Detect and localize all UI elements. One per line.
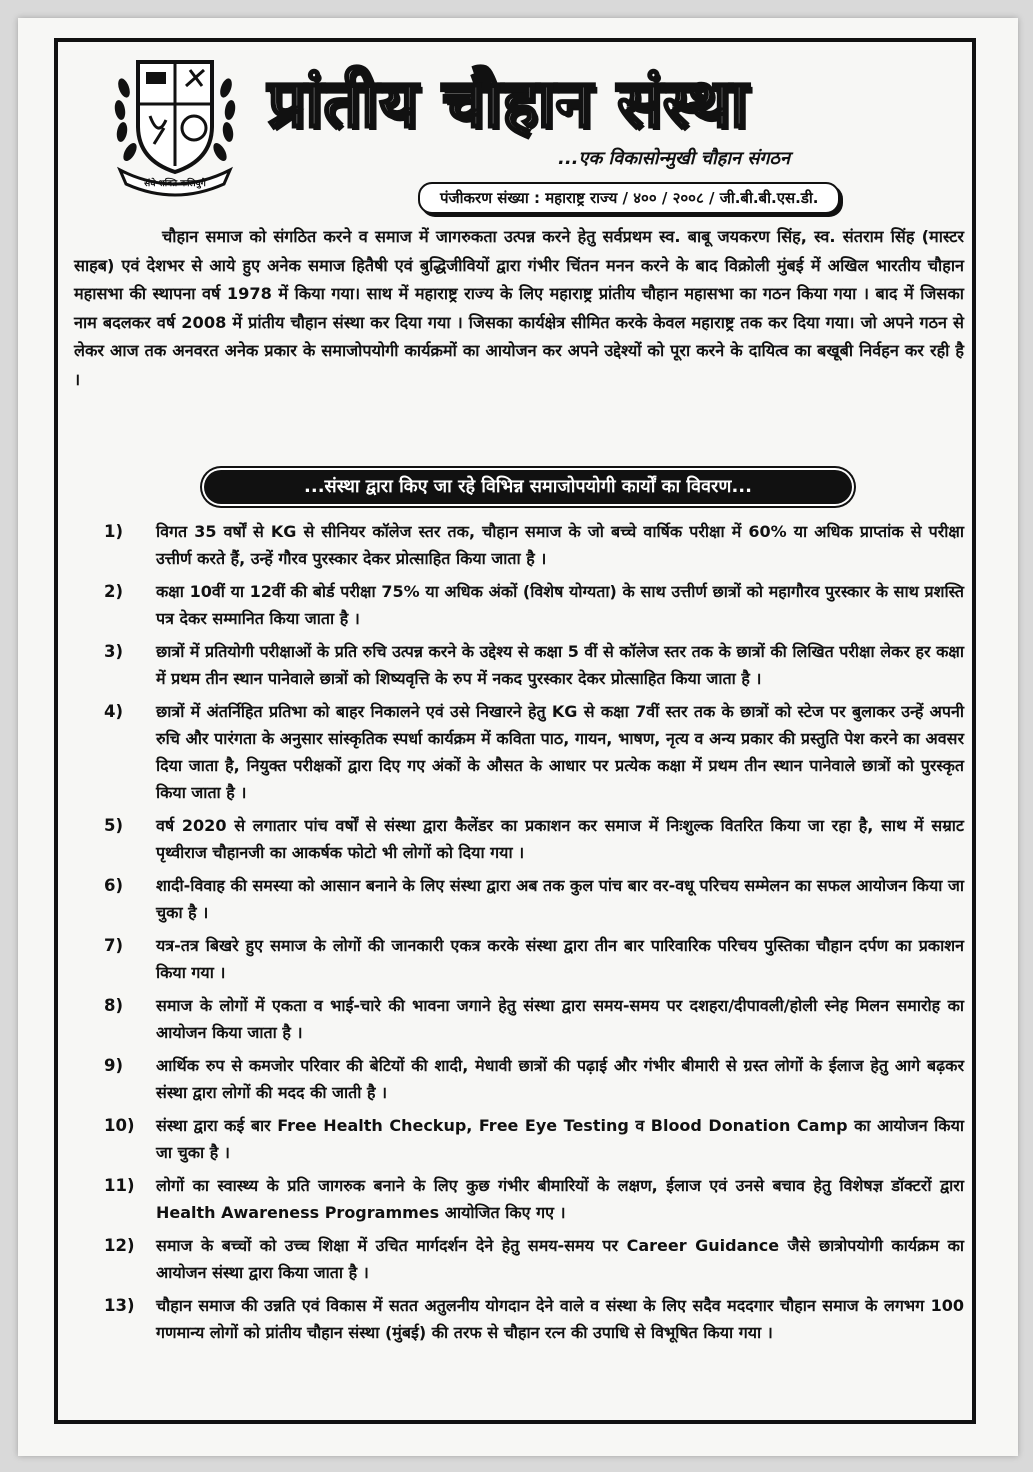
item-number: 2) <box>104 582 124 601</box>
item-text: लोगों का स्वास्थ्य के प्रति जागरुक बनाने के लिए कुछ गंभीर बीमारियों के लक्षण, ईलाज एवं उनसे बचाव हेतु विशेषज्ञ डॉक्टरों द्वारा Health Awareness Programmes आयोजित किए गए । <box>156 1176 964 1222</box>
item-number: 1) <box>104 522 124 541</box>
list-item <box>104 812 964 866</box>
item-text: संस्था द्वारा कई बार Free Health Checkup, Free Eye Testing व Blood Donation Camp का आयोजन किया जा चुका है । <box>156 1116 964 1162</box>
list-item <box>104 1292 964 1346</box>
activities-list <box>104 518 964 1352</box>
list-item <box>104 992 964 1046</box>
item-text: आर्थिक रुप से कमजोर परिवार की बेटियों की शादी, मेधावी छात्रों की पढ़ाई और गंभीर बीमारी से ग्रस्त लोगों के ईलाज हेतु आगे बढ़कर संस्था द्वारा लोगों की मदद की जाती है । <box>156 1056 964 1102</box>
list-item <box>104 932 964 986</box>
item-text: समाज के लोगों में एकता व भाई-चारे की भावना जगाने हेतु संस्था द्वारा समय-समय पर दशहरा/दीपावली/होली स्नेह मिलन समारोह का आयोजन किया जाता है । <box>156 996 964 1042</box>
item-text: शादी-विवाह की समस्या को आसान बनाने के लिए संस्था द्वारा अब तक कुल पांच बार वर-वधू परिचय सम्मेलन का सफल आयोजन किया जा चुका है । <box>156 876 964 922</box>
item-text: समाज के बच्चों को उच्च शिक्षा में उचित मार्गदर्शन देने हेतु समय-समय पर Career Guidance जैसे छात्रोपयोगी कार्यक्रम का आयोजन संस्था द्वारा किया जाता है । <box>156 1236 964 1282</box>
item-number: 4) <box>104 702 124 721</box>
list-item <box>104 1172 964 1226</box>
item-text: यत्र-तत्र बिखरे हुए समाज के लोगों की जानकारी एकत्र करके संस्था द्वारा तीन बार पारिवारिक परिचय पुस्तिका चौहान दर्पण का प्रकाशन किया गया । <box>156 936 964 982</box>
list-item <box>104 872 964 926</box>
logo-motto: संघे शक्ति कलियुगे <box>144 179 206 189</box>
organization-tagline: ...एक विकासोन्मुखी चौहान संगठन <box>558 148 791 169</box>
section-heading-banner: ...संस्था द्वारा किए जा रहे विभिन्न समाजोपयोगी कार्यों का विवरण... <box>204 470 852 504</box>
list-item <box>104 698 964 806</box>
list-item <box>104 1232 964 1286</box>
item-number: 12) <box>104 1236 135 1255</box>
item-number: 11) <box>104 1176 135 1195</box>
document-sheet <box>18 18 1018 1456</box>
item-number: 8) <box>104 996 124 1015</box>
item-text: छात्रों में अंतर्निहित प्रतिभा को बाहर निकालने एवं उसे निखारने हेतु KG से कक्षा 7वीं स्तर तक के छात्रों को स्टेज पर बुलाकर उन्हें अपनी रुचि और पारंगता के अनुसार सांस्कृतिक स्पर्धा कार्यक्रम में कविता पाठ, गायन, भाषण, नृत्य व अन्य प्रकार की प्रस्तुति पेश करने का अवसर दिया जाता है, नियुक्त परीक्षकों द्वारा दिए गए अंकों के औसत के आधार पर प्रत्येक कक्षा में प्रथम तीन स्थान पानेवाले छात्रों को पुरस्कृत किया जाता है । <box>156 702 964 802</box>
item-text: चौहान समाज की उन्नति एवं विकास में सतत अतुलनीय योगदान देने वाले व संस्था के लिए सदैव मददगार चौहान समाज के लगभग 100 गणमान्य लोगों को प्रांतीय चौहान संस्था (मुंबई) की तरफ से चौहान रत्न की उपाधि से विभूषित किया गया । <box>156 1296 964 1342</box>
item-number: 7) <box>104 936 124 955</box>
organization-emblem-logo <box>110 48 240 198</box>
registration-number-badge: पंजीकरण संख्या : महाराष्ट्र राज्य / ४०० / २००८ / जी.बी.बी.एस.डी. <box>418 182 840 214</box>
introduction-paragraph: चौहान समाज को संगठित करने व समाज में जागरुकता उत्पन्न करने हेतु सर्वप्रथम स्व. बाबू जयकरण सिंह, स्व. संतराम सिंह (मास्टर साहब) एवं देशभर से आये हुए अनेक समाज हितैषी एवं बुद्धिजीवियों द्वारा गंभीर चिंतन मनन करने के बाद विक्रोली मुंबई में अखिल भारतीय चौहान महासभा की स्थापना वर्ष 1978 में किया गया। साथ में महाराष्ट्र राज्य के लिए महाराष्ट्र प्रांतीय चौहान महासभा का गठन किया गया । बाद में जिसका नाम बदलकर वर्ष 2008 में प्रांतीय चौहान संस्था कर दिया गया । जिसका कार्यक्षेत्र सीमित करके केवल महाराष्ट्र तक कर दिया गया। जो अपने गठन से लेकर आज तक अनवरत अनेक प्रकार के समाजोपयोगी कार्यक्रमों का आयोजन कर अपने उद्देश्यों को पूरा करने के दायित्व का बखूबी निर्वहन कर रही है । <box>74 227 964 389</box>
item-text: विगत 35 वर्षों से KG से सीनियर कॉलेज स्तर तक, चौहान समाज के जो बच्चे वार्षिक परीक्षा में 60% या अधिक प्राप्तांक से परीक्षा उत्तीर्ण करते हैं, उन्हें गौरव पुरस्कार देकर प्रोत्साहित किया जाता है । <box>156 522 964 568</box>
item-text: कक्षा 10वीं या 12वीं की बोर्ड परीक्षा 75% या अधिक अंकों (विशेष योग्यता) के साथ उत्तीर्ण छात्रों को महागौरव पुरस्कार के साथ प्रशस्ति पत्र देकर सम्मानित किया जाता है । <box>156 582 964 628</box>
list-item <box>104 1052 964 1106</box>
item-text: छात्रों में प्रतियोगी परीक्षाओं के प्रति रुचि उत्पन्न करने के उद्देश्य से कक्षा 5 वीं से कॉलेज स्तर तक के छात्रों की लिखित परीक्षा लेकर हर कक्षा में प्रथम तीन स्थान पानेवाले छात्रों को शिष्यवृत्ति के रुप में नकद पुरस्कार देकर प्रोत्साहित किया जाता है । <box>156 642 964 688</box>
list-item <box>104 518 964 572</box>
list-item <box>104 1112 964 1166</box>
item-number: 9) <box>104 1056 124 1075</box>
item-number: 6) <box>104 876 124 895</box>
item-number: 3) <box>104 642 124 661</box>
organization-title: प्रांतीय चौहान संस्था <box>268 64 749 142</box>
list-item <box>104 638 964 692</box>
item-number: 5) <box>104 816 124 835</box>
item-number: 10) <box>104 1116 135 1135</box>
item-number: 13) <box>104 1296 135 1315</box>
item-text: वर्ष 2020 से लगातार पांच वर्षों से संस्था द्वारा कैलेंडर का प्रकाशन कर समाज में निःशुल्क वितरित किया जा रहा है, साथ में सम्राट पृथ्वीराज चौहानजी का आकर्षक फोटो भी लोगों को दिया गया । <box>156 816 964 862</box>
list-item <box>104 578 964 632</box>
